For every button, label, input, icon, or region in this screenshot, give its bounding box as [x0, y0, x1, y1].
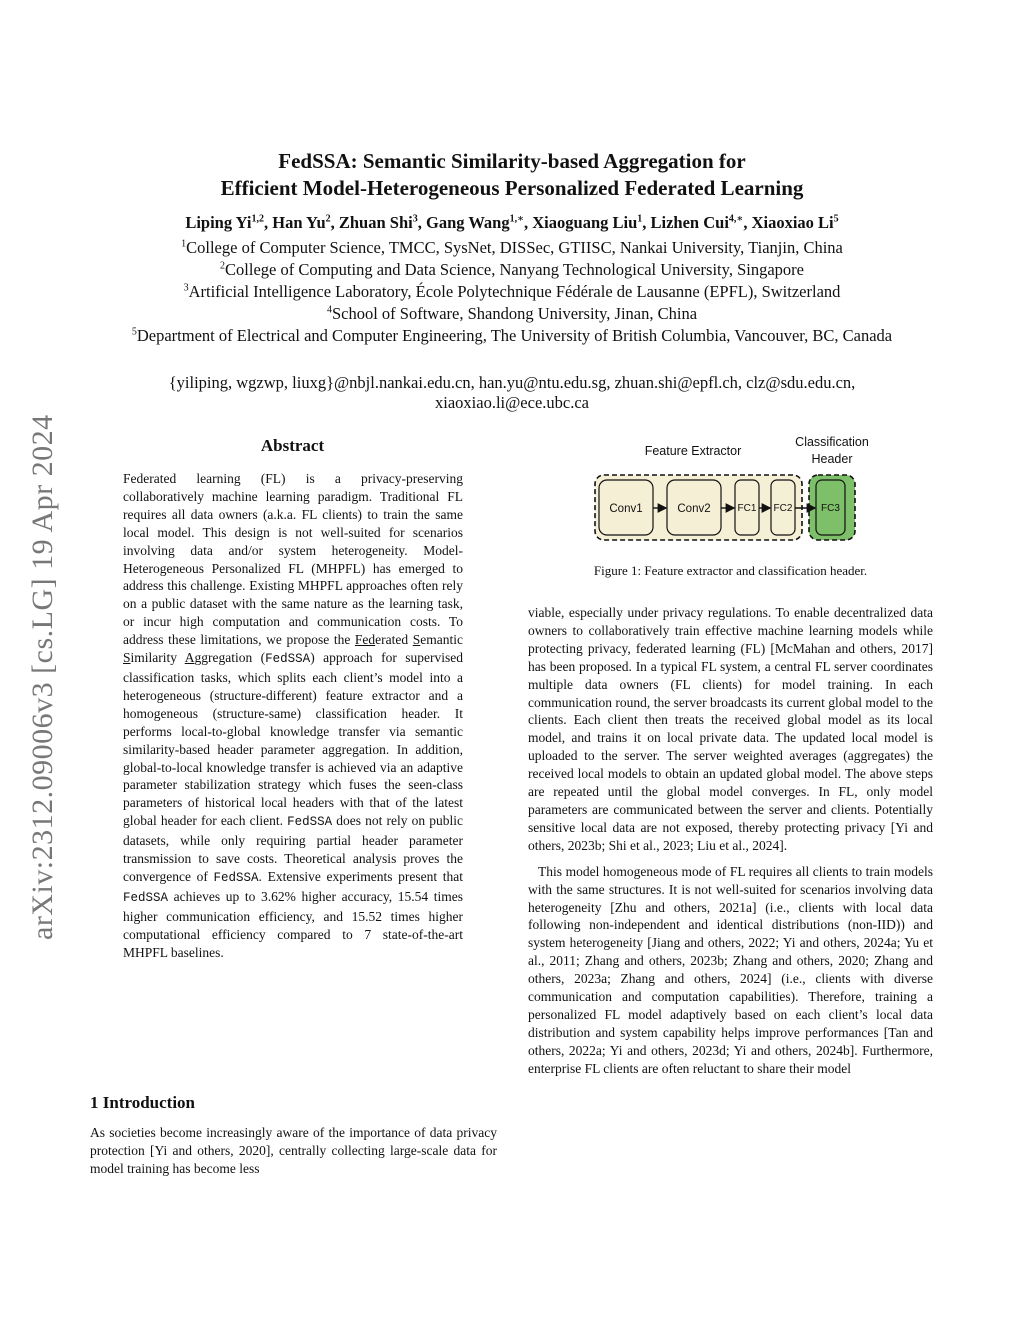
block-label-conv2: Conv2: [677, 503, 711, 515]
section-heading-introduction: 1 Introduction: [90, 1093, 196, 1112]
author-list: Liping Yi$^{1,2}$, Han Yu$^2$, Zhuan Shi$^3$, Gang Wang$^{1,∗}$, Xiaoguang Liu$^1$, Lizhen Cui$^{4,∗}$, Xiaoxiao Li$^5$: [185, 213, 839, 232]
intro-left-paragraph: As societies become increasingly aware of the importance of data privacy protection [Yi and others, 2020], centrally collecting large-scale data for model training has become less: [90, 1125, 497, 1176]
affiliations: [60, 237, 964, 347]
figure-1-caption: Figure 1: Feature extractor and classification header.: [593, 563, 868, 578]
block-label-fc3: FC3: [821, 503, 840, 514]
affiliation: $^3$Artificial Intelligence Laboratory, École Polytechnique Fédérale de Lausanne (EPFL), Switzerland: [183, 282, 841, 301]
affiliation: $^5$Department of Electrical and Computer Engineering, The University of British Columbia, Vancouver, BC, Canada: [131, 326, 893, 345]
figure-1: [585, 432, 885, 567]
block-label-fc1: FC1: [737, 503, 757, 514]
author: Zhuan Shi$^3$: [338, 213, 418, 232]
author-emails: [60, 373, 964, 413]
affiliation: $^1$College of Computer Science, TMCC, SysNet, DISSec, GTIISC, Nankai University, Tianjin, China: [181, 238, 843, 257]
email-line-1: {yiliping, wgzwp, liuxg}@nbjl.nankai.edu.cn, han.yu@ntu.edu.sg, zhuan.shi@epfl.ch, clz@sdu.edu.cn,: [168, 373, 856, 392]
affiliation: $^4$School of Software, Shandong University, Jinan, China: [326, 304, 698, 323]
author: Gang Wang$^{1,∗}$: [425, 213, 525, 232]
author: Xiaoguang Liu$^1$: [532, 213, 643, 232]
intro-right-column: [528, 604, 933, 1078]
label-classification: Classification: [795, 435, 869, 449]
author: Liping Yi$^{1,2}$: [185, 213, 265, 232]
label-feature-extractor: Feature Extractor: [644, 444, 742, 458]
title-line-1: FedSSA: Semantic Similarity-based Aggregation for: [278, 149, 746, 173]
block-label-conv1: Conv1: [609, 503, 643, 515]
title-line-2: Efficient Model-Heterogeneous Personalized Federated Learning: [220, 176, 804, 200]
block-label-fc2: FC2: [773, 503, 793, 514]
author: Xiaoxiao Li$^5$: [751, 213, 839, 232]
author: Lizhen Cui$^{4,∗}$: [650, 213, 744, 232]
email-line-2: xiaoxiao.li@ece.ubc.ca: [435, 393, 589, 412]
abstract-body: Federated learning (FL) is a privacy-preserving collaboratively machine learning paradigm. Traditional FL requires all data owners (a.k.a. FL clients) to train the same local model. This design is not well-suited for scenarios involving data and/or system heterogeneity. Model-Heterogeneous Personalized FL (MHPFL) has emerged to address this challenge. Existing MHPFL approaches often rely on a public dataset with the same nature as the learning task, or incur high computation and communication costs. To address these limitations, we propose the Federated Semantic Similarity Aggregation (FedSSA) approach for supervised classification tasks, which splits each client’s model into a heterogeneous (structure-different) feature extractor and a homogeneous (structure-same) classification header. It performs local-to-global knowledge transfer via semantic similarity-based header parameter aggregation. In addition, global-to-local knowledge transfer is achieved via an adaptive parameter stabilization strategy which fuses the seen-class parameters of historical local headers with that of the latest global header for each client. FedSSA does not rely on public datasets, while only requiring partial header parameter transmission to save costs. Theoretical analysis proves the convergence of FedSSA. Extensive experiments present that FedSSA achieves up to 3.62% higher accuracy, 15.54 times higher communication efficiency, and 15.52 times higher computational efficiency compared to 7 state-of-the-art MHPFL baselines.: [123, 471, 464, 960]
arxiv-stamp: arXiv:2312.09006v3 [cs.LG] 19 Apr 2024: [26, 414, 59, 940]
intro-paragraph-2: This model homogeneous mode of FL requires all clients to train models with the same structures. It is not well-suited for scenarios involving data heterogeneity [Zhu and others, 2021a] (i.e., clients with local data following non-independent and identical distributions (non-IID)) and system heterogeneity [Jiang and others, 2022; Yi and others, 2024a; Yu et al., 2011; Zhang and others, 2023b; Zhang and others, 2020; Zhang and others, 2023a; Zhang and others, 2024] (i.e., clients with diverse communication and computation capabilities). Therefore, training a personalized FL model adaptively based on each client’s local data distribution and system capability helps improve performances [Tan and others, 2022a; Yi and others, 2023d; Yi and others, 2024b]. Furthermore, enterprise FL clients are often reluctant to share their model: [528, 863, 933, 1076]
abstract-heading: Abstract: [260, 436, 325, 455]
figure-1-diagram: [585, 432, 885, 567]
paper-title: [0, 148, 1024, 202]
intro-paragraph-1: viable, especially under privacy regulations. To enable decentralized data owners to collaboratively train effective machine learning models while protecting privacy, federated learning (FL) [McMahan and others, 2017] has been proposed. In a typical FL system, a central FL server coordinates multiple data owners (FL clients) for model training. In each communication round, the server broadcasts its current global model to the clients. Each client then treats the received global model as its local model, and trains it on local private data. The updated local model is uploaded to the server. The server weighted averages (aggregates) the received local models to obtain an updated global model. The above steps are repeated until the global model converges. In FL, only model parameters are communicated between the server and clients. Potentially sensitive local data are not exposed, thereby protecting privacy [Yi and others, 2023b; Shi et al., 2023; Liu et al., 2024].: [528, 605, 933, 853]
affiliation: $^2$College of Computing and Data Science, Nanyang Technological University, Singapore: [220, 260, 804, 279]
author: Han Yu$^2$: [272, 213, 331, 232]
label-header: Header: [811, 452, 853, 466]
